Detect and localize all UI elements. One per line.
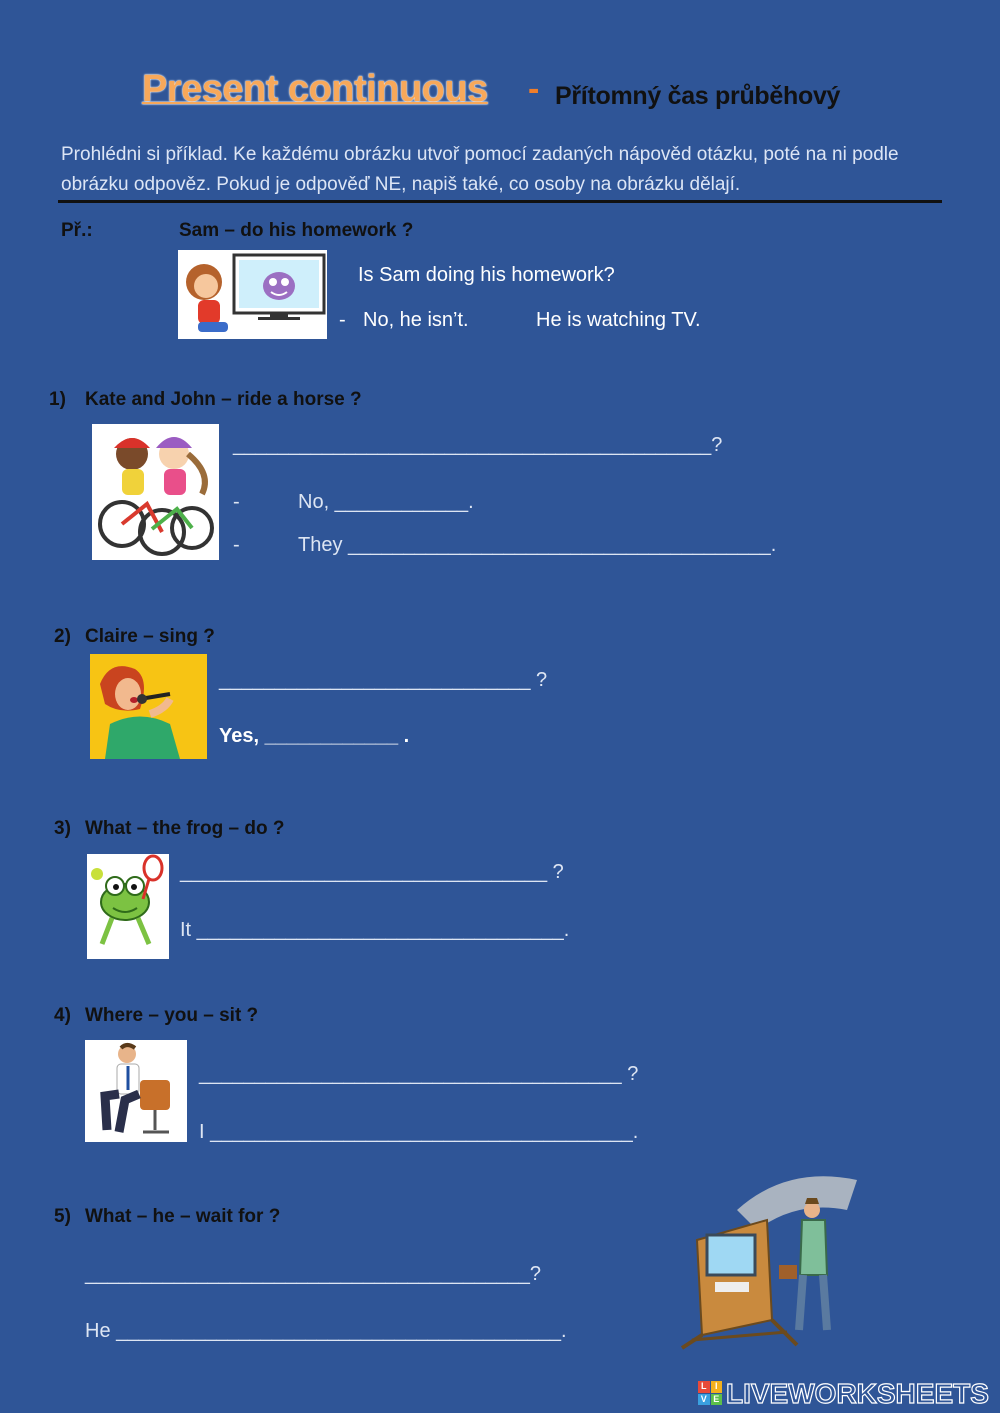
example-question: Is Sam doing his homework? — [358, 264, 615, 286]
exercise-1-number: 1) — [49, 389, 66, 410]
instructions: Prohlédni si příklad. Ke každému obrázku utvoř pomocí zadaných nápověd otázku, poté na ni podle obrázku odpověz. Pokud je odpověď NE, napiš také, co osoby na obrázku dělají. — [61, 144, 899, 195]
exercise-1-answer-2[interactable]: They ______________________________________. — [298, 534, 777, 556]
exercise-1-dash-1: - — [233, 491, 240, 513]
exercise-3-prompt: What – the frog – do ? — [85, 818, 285, 839]
page-title: Present continuous — [142, 68, 488, 110]
example-answer-activity: He is watching TV. — [536, 309, 701, 331]
exercise-1-prompt: Kate and John – ride a horse ? — [85, 389, 362, 410]
exercise-5-prompt: What – he – wait for ? — [85, 1206, 281, 1227]
example-label: Př.: — [61, 220, 93, 241]
exercise-5-question-line[interactable]: ________________________________________? — [85, 1263, 542, 1285]
example-answer-dash: - — [339, 309, 346, 331]
page-subtitle-czech: Přítomný čas průběhový — [555, 82, 841, 110]
liveworksheets-watermark: LIVEWORKSHEETS — [726, 1378, 989, 1409]
exercise-4-sitting-man-image — [85, 1040, 187, 1142]
exercise-1-dash-2: - — [233, 534, 240, 556]
exercise-5-number: 5) — [54, 1206, 71, 1227]
liveworksheets-logo-icon: L I V E — [698, 1381, 722, 1405]
exercise-1-bikes-image — [92, 424, 219, 560]
title-dash: - — [528, 70, 540, 108]
example-prompt: Sam – do his homework ? — [179, 220, 414, 241]
exercise-3-number: 3) — [54, 818, 71, 839]
exercise-2-singer-image — [90, 654, 207, 759]
exercise-5-answer-1[interactable]: He ________________________________________. — [85, 1320, 567, 1342]
exercise-3-question-line[interactable]: _________________________________ ? — [180, 861, 564, 883]
exercise-2-answer-1[interactable]: Yes, ____________ . — [219, 725, 410, 747]
exercise-1-question-line[interactable]: ___________________________________________? — [233, 434, 723, 456]
exercise-4-answer-1[interactable]: I ______________________________________. — [199, 1121, 639, 1143]
exercise-5-train-image — [677, 1170, 859, 1350]
exercise-1-answer-1[interactable]: No, ____________. — [298, 491, 474, 513]
exercise-2-question-line[interactable]: ____________________________ ? — [219, 669, 548, 691]
exercise-3-answer-1[interactable]: It _________________________________. — [180, 919, 570, 941]
exercise-3-frog-image — [87, 854, 169, 959]
example-answer-no: No, he isn’t. — [363, 309, 469, 331]
exercise-4-prompt: Where – you – sit ? — [85, 1005, 259, 1026]
example-boy-tv-image — [178, 250, 327, 339]
exercise-2-prompt: Claire – sing ? — [85, 626, 215, 647]
exercise-2-number: 2) — [54, 626, 71, 647]
exercise-4-question-line[interactable]: ______________________________________ ? — [199, 1063, 639, 1085]
exercise-4-number: 4) — [54, 1005, 71, 1026]
divider-line — [58, 200, 942, 203]
